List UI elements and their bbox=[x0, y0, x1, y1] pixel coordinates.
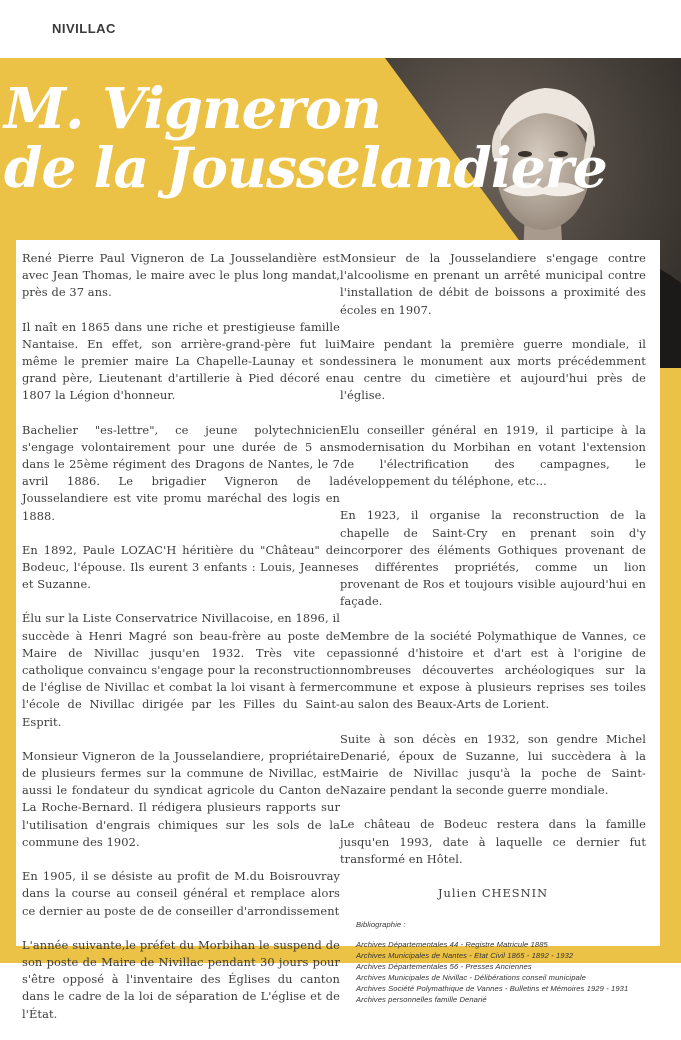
paragraph: Suite à son décès en 1932, son gendre Michel Denarié, époux de Suzanne, lui succèdera à la Mairie de Nivillac jusqu'à la poche de Saint-Nazaire pendant la seconde guerre mondiale. bbox=[340, 731, 646, 798]
paragraph: René Pierre Paul Vigneron de La Jousselandière est avec Jean Thomas, le maire avec le plus long mandat, près de 37 ans. bbox=[22, 251, 340, 300]
paragraph: Bachelier "es-lettre", ce jeune polytechnicien s'engage volontairement pour une durée de 5 ans dans le 25ème régiment des Dragons de Nantes, le 7 avril 1886. Le brigadier Vigneron de la Jousselandiere est vite promu maréchal des logis en 1888. bbox=[22, 422, 340, 523]
paragraph: En 1923, il organise la reconstruction de la chapelle de Saint-Cry en prenant soin d'y incorporer des éléments Gothiques provenant de ses différentes propriétés, comme un lion provenant de Ros et toujours visible aujourd'hui en façade. bbox=[340, 508, 646, 609]
paragraph: Il naît en 1865 dans une riche et prestigieuse famille Nantaise. En effet, son arrière-grand-père fut lui même le premier maire La Chapelle-Launay et son grand père, Lieutenant d'artillerie à Pied décoré en 1807 la Légion d'honneur. bbox=[22, 319, 340, 403]
bibliography-item: Archives Départementales 56 - Presses Anciennes bbox=[356, 962, 532, 972]
bibliography-item: Archives Société Polymathique de Vannes - Bulletins et Mémoires 1929 - 1931 bbox=[356, 984, 629, 994]
paragraph: Le château de Bodeuc restera dans la famille jusqu'en 1993, date à laquelle ce dernier fut transformé en Hôtel. bbox=[340, 817, 646, 866]
paragraph: Monsieur Vigneron de la Jousselandiere, propriétaire de plusieurs fermes sur la commune de Nivillac, est aussi le fondateur du syndicat agricole du Canton de La Roche-Bernard. Il rédigera plusieurs rapports sur l'utilisation d'engrais chimiques sur les sols de la commune des 1902. bbox=[22, 748, 340, 849]
bibliography-heading: Bibliographie : bbox=[356, 920, 406, 930]
paragraph: En 1892, Paule LOZAC'H héritière du "Château" de Bodeuc, l'épouse. Ils eurent 3 enfants : Louis, Jeanne et Suzanne. bbox=[22, 542, 340, 592]
paragraph: Élu sur la Liste Conservatrice Nivillacoise, en 1896, il succède à Henri Magré son beau-frère au poste de Maire de Nivillac jusqu'en 1932. Très vite ce catholique convaincu s'engage pour la reconstruction de l'église de Nivillac et combat la loi visant à fermer l'école de Nivillac dirigée par les Filles du Saint-Esprit. bbox=[22, 611, 340, 729]
page-title bbox=[4, 76, 607, 201]
bibliography-item: Archives Municipales de Nivillac - Délibérations conseil municipale bbox=[356, 973, 586, 983]
bibliography-item: Archives Départementales 44 - Registre Matricule 1885 bbox=[356, 940, 548, 950]
paragraph: Elu conseiller général en 1919, il participe à la modernisation du Morbihan en votant l'extension de l'électrification des campagnes, le développement du téléphone, etc... bbox=[340, 422, 646, 489]
right-column bbox=[340, 250, 646, 1005]
article-panel bbox=[16, 240, 660, 1021]
paragraph: Maire pendant la première guerre mondiale, il dessinera le monument aux morts précédemment au centre du cimetière et aujourd'hui près de l'église. bbox=[340, 336, 646, 403]
paragraph: Monsieur de la Jousselandiere s'engage contre l'alcoolisme en prenant un arrêté municipal contre l'installation de débit de boissons a proximité des écoles en 1907. bbox=[340, 251, 646, 317]
left-column bbox=[22, 250, 340, 1040]
bibliography-item: Archives personnelles famille Denarié bbox=[356, 995, 487, 1005]
bibliography-item: Archives Municipales de Nantes - Etat Civil 1865 - 1892 - 1932 bbox=[356, 951, 574, 961]
title-line-2: de la Jousselandiere bbox=[4, 135, 607, 201]
paragraph: L'année suivante,le préfet du Morbihan le suspend de son poste de Maire de Nivillac pendant 30 jours pour s'être opposé à l'inventaire des Églises du canton dans le cadre de la loi de séparation de L'église et de l'État. bbox=[22, 937, 340, 1021]
paragraph: En 1905, il se désiste au profit de M.du Boisrouvray dans la course au conseil général et remplace alors ce dernier au poste de de conseiller d'arrondissement bbox=[22, 869, 340, 918]
bibliography bbox=[356, 919, 646, 1005]
paragraph: Membre de la société Polymathique de Vannes, ce passionné d'histoire et d'art est à l'origine de nombreuses découvertes archéologiques sur la commune et expose à plusieurs reprises ses toiles au salon des Beaux-Arts de Lorient. bbox=[340, 628, 646, 712]
author-signature: Julien CHESNIN bbox=[437, 886, 549, 901]
title-line-1: M. Vigneron bbox=[4, 76, 381, 142]
brand-label: NIVILLAC bbox=[52, 21, 116, 36]
